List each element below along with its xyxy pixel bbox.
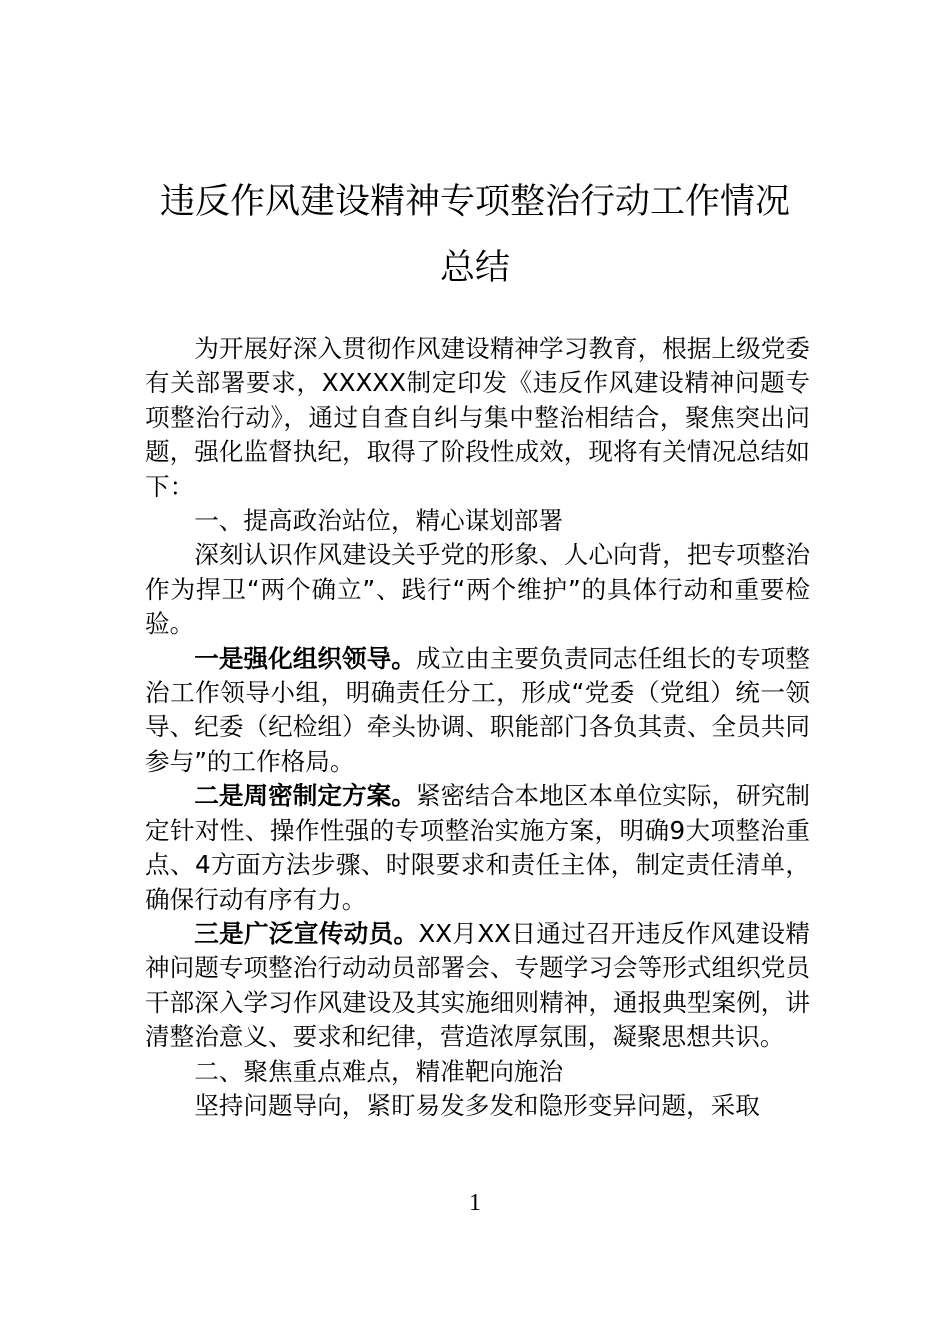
section-1-item-3 [145, 917, 810, 1055]
item-1-text: 成立由主要负责同志任组长的专项整治工作领导小组，明确责任分工，形成“党委（党组）统一领导、纪委（纪检组）牵头协调、职能部门各负其责、全员共同参与”的工作格局。 [145, 643, 810, 776]
item-2-text: 紧密结合本地区本单位实际，研究制定针对性、操作性强的专项整治实施方案，明确9大项整治重点、4方面方法步骤、时限要求和责任主体，制定责任清单，确保行动有序有力。 [145, 781, 810, 914]
item-2-lead: 二是周密制定方案。 [194, 781, 416, 811]
section-1-paragraph: 深刻认识作风建设关乎党的形象、人心向背，把专项整治作为捍卫“两个确立”、践行“两个维护”的具体行动和重要检验。 [145, 540, 810, 639]
section-1-heading: 一、提高政治站位，精心谋划部署 [194, 506, 564, 536]
section-1-item-1 [145, 642, 810, 780]
item-3-lead: 三是广泛宣传动员。 [194, 918, 419, 948]
section-1-item-2 [145, 779, 810, 917]
item-3-text: XX月XX日通过召开违反作风建设精神问题专项整治行动动员部署会、专题学习会等形式组织党员干部深入学习作风建设及其实施细则精神，通报典型案例，讲清整治意义、要求和纪律，营造浓厚氛围，凝聚思想共识。 [145, 918, 810, 1052]
item-1-lead: 一是强化组织领导。 [194, 643, 416, 673]
document-body [145, 332, 810, 1123]
document-title-line-1: 违反作风建设精神专项整治行动工作情况 [159, 182, 790, 222]
section-2-heading: 二、聚焦重点难点，精准靶向施治 [194, 1056, 564, 1086]
section-2-paragraph: 坚持问题导向，紧盯易发多发和隐形变异问题，采取 [194, 1090, 760, 1120]
document-title-line-2: 总结 [439, 248, 510, 288]
page-number: 1 [469, 1190, 481, 1216]
intro-paragraph: 为开展好深入贯彻作风建设精神学习教育，根据上级党委有关部署要求，XXXXX制定印发《违反作风建设精神问题专项整治行动》，通过自查自纠与集中整治相结合，聚焦突出问题，强化监督执纪，取得了阶段性成效，现将有关情况总结如下： [145, 334, 810, 501]
